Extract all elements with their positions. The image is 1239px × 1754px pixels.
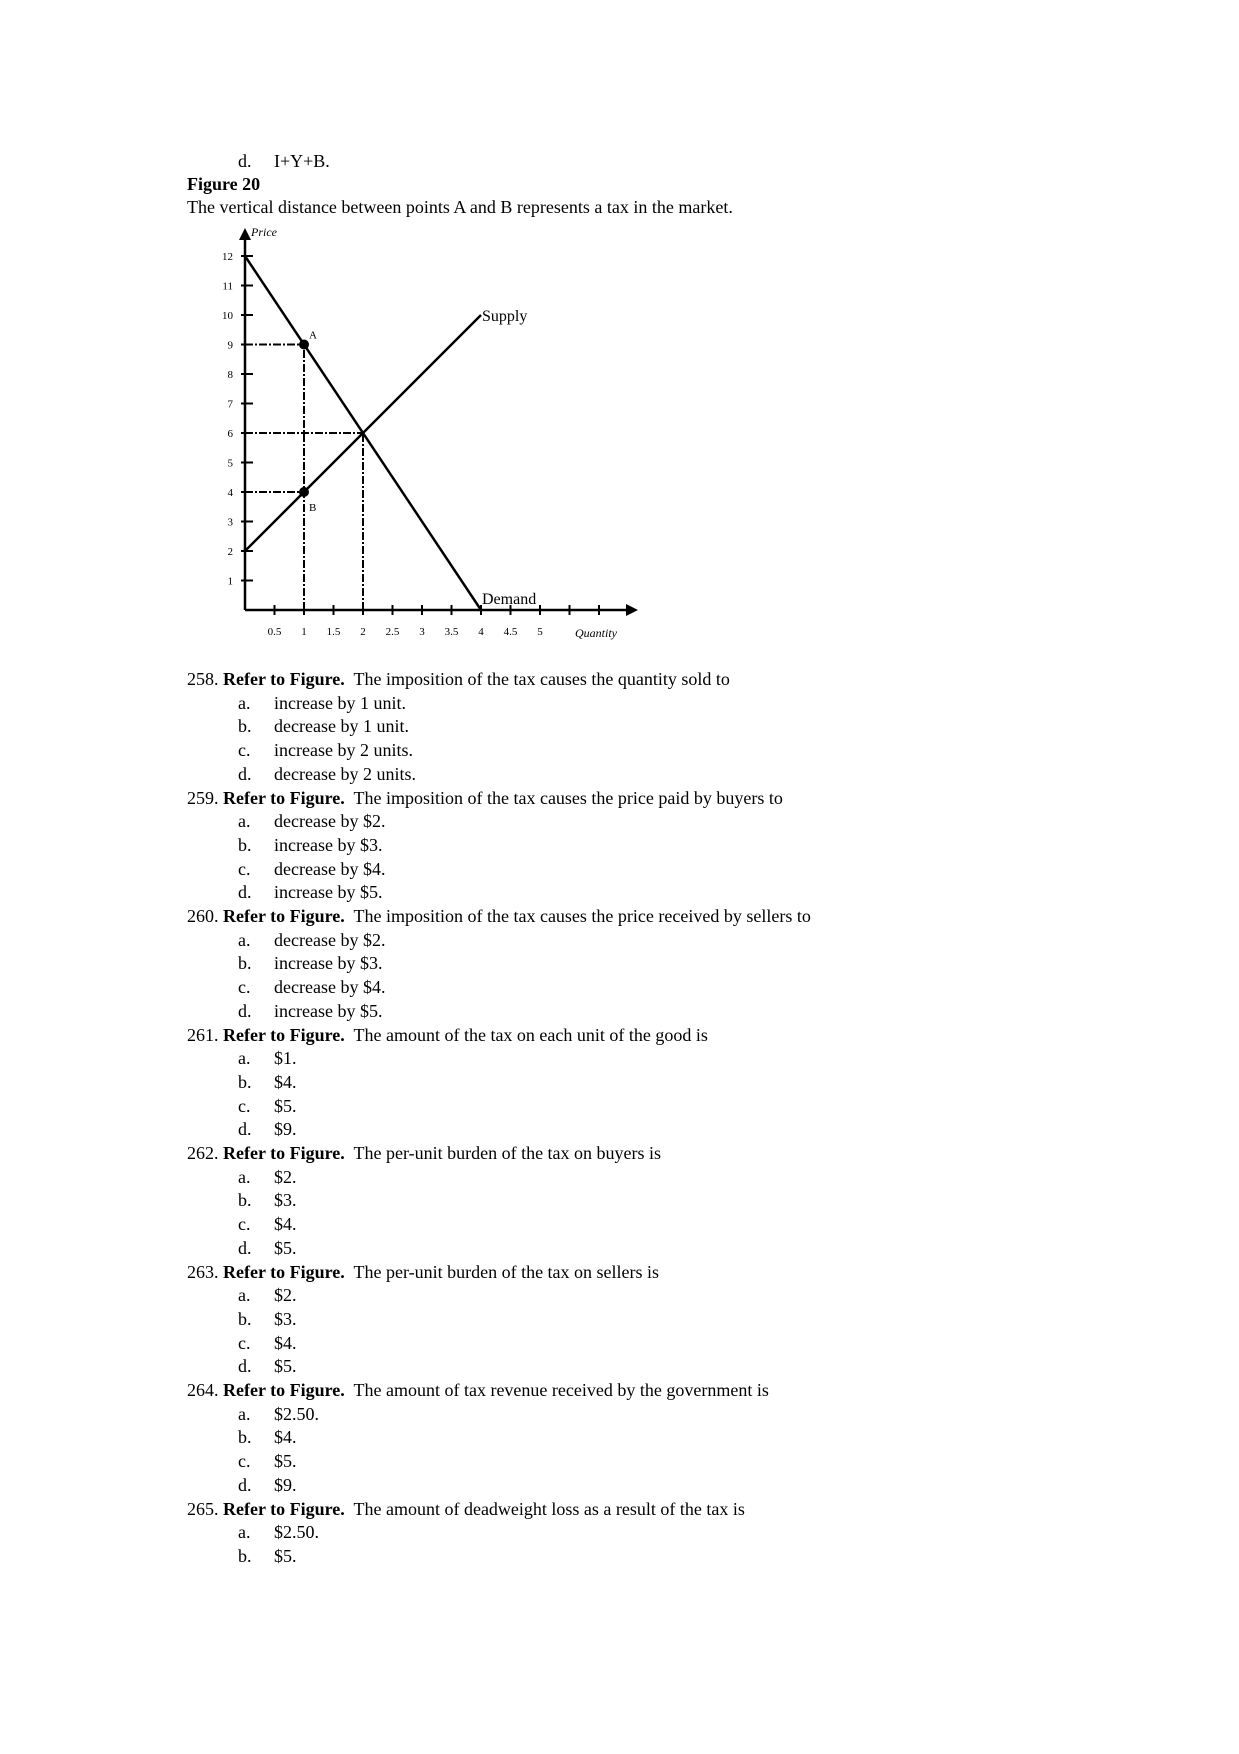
option-letter: a.	[238, 1048, 251, 1069]
option-letter: d.	[238, 1119, 252, 1140]
option-text: $9.	[274, 1119, 297, 1140]
option-letter: b.	[238, 716, 252, 737]
option-letter: c.	[238, 740, 251, 761]
option-letter: a.	[238, 1285, 251, 1306]
x-axis-label: Quantity	[575, 626, 617, 640]
option-text: $2.	[274, 1285, 297, 1306]
option-text: $5.	[274, 1095, 297, 1116]
option-text: increase by 2 units.	[274, 740, 413, 761]
y-tick-label: 5	[227, 457, 233, 470]
question-5	[187, 1261, 659, 1283]
y-tick-label: 7	[227, 398, 233, 411]
x-tick-label: 1.5	[326, 626, 341, 638]
option-letter: b.	[238, 834, 252, 855]
option-letter: d.	[238, 1237, 252, 1258]
option-letter: d.	[238, 1474, 252, 1495]
question-2	[187, 905, 811, 927]
question-number: 259.	[187, 787, 223, 808]
option-letter: b.	[238, 1308, 252, 1329]
prev-option-letter: d.	[238, 151, 252, 171]
question-7	[187, 1498, 745, 1520]
option-text: decrease by $4.	[274, 858, 386, 879]
option-text: increase by $5.	[274, 1000, 383, 1021]
x-tick-label: 2	[360, 626, 366, 638]
option-letter: b.	[238, 1427, 252, 1448]
option-letter: b.	[238, 953, 252, 974]
question-lead: Refer to Figure.	[223, 669, 345, 689]
question-number: 260.	[187, 906, 223, 926]
figure-title: Figure 20	[187, 174, 261, 194]
question-stem: The imposition of the tax causes the quantity sold to	[353, 669, 730, 689]
x-tick-label: 5	[537, 626, 543, 638]
option-text: $3.	[274, 1308, 297, 1329]
question-lead: Refer to Figure.	[223, 787, 345, 808]
option-letter: c.	[238, 1332, 251, 1353]
question-stem: The imposition of the tax causes the price paid by buyers to	[353, 787, 783, 808]
y-tick-label: 2	[227, 546, 233, 558]
option-text: $5.	[274, 1451, 297, 1472]
option-letter: b.	[238, 1190, 252, 1211]
option-letter: a.	[238, 692, 251, 713]
option-letter: a.	[238, 811, 251, 832]
option-text: $4.	[274, 1214, 297, 1235]
question-lead: Refer to Figure.	[223, 1380, 345, 1400]
question-number: 265.	[187, 1498, 223, 1519]
question-lead: Refer to Figure.	[223, 906, 345, 926]
point-label-b: B	[309, 502, 317, 514]
question-stem: The amount of tax revenue received by the government is	[353, 1380, 769, 1400]
option-text: $5.	[274, 1356, 297, 1377]
question-lead: Refer to Figure.	[223, 1143, 345, 1163]
question-1	[187, 787, 783, 809]
question-number: 261.	[187, 1024, 223, 1045]
option-letter: a.	[238, 1166, 251, 1187]
option-letter: d.	[238, 1000, 252, 1021]
option-letter: b.	[238, 1071, 252, 1092]
option-text: $9.	[274, 1474, 297, 1495]
option-letter: d.	[238, 1356, 252, 1377]
y-tick-label: 11	[222, 280, 233, 293]
option-text: $3.	[274, 1190, 297, 1211]
question-number: 262.	[187, 1143, 223, 1163]
option-text: $2.	[274, 1166, 297, 1187]
option-text: $4.	[274, 1332, 297, 1353]
option-text: decrease by $2.	[274, 929, 386, 950]
point-label-a: A	[309, 329, 317, 342]
y-tick-label: 1	[227, 575, 233, 588]
question-6	[187, 1379, 769, 1401]
question-lead: Refer to Figure.	[223, 1024, 345, 1045]
y-tick-label: 6	[227, 428, 233, 440]
option-text: $2.50.	[274, 1403, 319, 1424]
option-text: $4.	[274, 1427, 297, 1448]
option-letter: c.	[238, 977, 251, 998]
option-text: $5.	[274, 1237, 297, 1258]
x-tick-label: 0.5	[267, 626, 282, 638]
x-tick-label: 3.5	[444, 626, 459, 638]
option-letter: c.	[238, 858, 251, 879]
option-text: decrease by $2.	[274, 811, 386, 832]
prev-option-text: I+Y+B.	[274, 151, 330, 171]
question-stem: The imposition of the tax causes the price received by sellers to	[353, 906, 811, 926]
y-tick-label: 8	[227, 369, 233, 381]
x-tick-label: 1	[301, 626, 307, 638]
option-letter: c.	[238, 1095, 251, 1116]
y-tick-label: 12	[222, 251, 233, 263]
question-number: 263.	[187, 1261, 223, 1282]
question-lead: Refer to Figure.	[223, 1261, 345, 1282]
y-tick-label: 9	[227, 339, 233, 352]
option-text: $1.	[274, 1048, 297, 1069]
option-letter: c.	[238, 1451, 251, 1472]
y-axis-arrow	[239, 228, 251, 240]
option-letter: c.	[238, 1214, 251, 1235]
question-number: 264.	[187, 1380, 223, 1400]
question-stem: The per-unit burden of the tax on buyers is	[353, 1143, 662, 1163]
x-axis-arrow	[626, 604, 638, 616]
option-text: increase by $3.	[274, 834, 383, 855]
option-text: decrease by 1 unit.	[274, 716, 409, 737]
point-b	[299, 487, 309, 497]
x-tick-label: 4	[478, 626, 484, 638]
figure-caption: The vertical distance between points A and B represents a tax in the market.	[187, 197, 733, 217]
option-letter: d.	[238, 763, 252, 784]
option-text: $5.	[274, 1545, 297, 1566]
option-letter: d.	[238, 882, 252, 903]
y-tick-label: 10	[222, 310, 233, 322]
question-stem: The per-unit burden of the tax on sellers is	[353, 1261, 660, 1282]
option-text: increase by 1 unit.	[274, 692, 406, 713]
y-tick-label: 4	[227, 487, 233, 499]
option-text: increase by $3.	[274, 953, 383, 974]
option-text: decrease by 2 units.	[274, 763, 416, 784]
supply-label: Supply	[482, 308, 528, 325]
demand-label: Demand	[482, 591, 537, 608]
option-letter: a.	[238, 929, 251, 950]
option-letter: b.	[238, 1545, 252, 1566]
x-tick-label: 2.5	[385, 626, 400, 638]
option-text: $2.50.	[274, 1522, 319, 1543]
y-axis-label: Price	[251, 225, 277, 239]
option-text: decrease by $4.	[274, 977, 386, 998]
y-tick-label: 3	[227, 516, 233, 529]
option-text: increase by $5.	[274, 882, 383, 903]
question-stem: The amount of deadweight loss as a result of the tax is	[353, 1498, 745, 1519]
question-lead: Refer to Figure.	[223, 1498, 345, 1519]
point-a	[299, 340, 309, 350]
question-3	[187, 1024, 708, 1046]
question-0	[187, 668, 730, 690]
x-tick-label: 4.5	[503, 626, 518, 638]
x-tick-label: 3	[419, 626, 425, 638]
question-4	[187, 1142, 661, 1164]
supply-demand-chart	[190, 222, 650, 647]
option-letter: a.	[238, 1403, 251, 1424]
option-text: $4.	[274, 1071, 297, 1092]
question-number: 258.	[187, 669, 223, 689]
question-stem: The amount of the tax on each unit of the good is	[353, 1024, 708, 1045]
option-letter: a.	[238, 1522, 251, 1543]
